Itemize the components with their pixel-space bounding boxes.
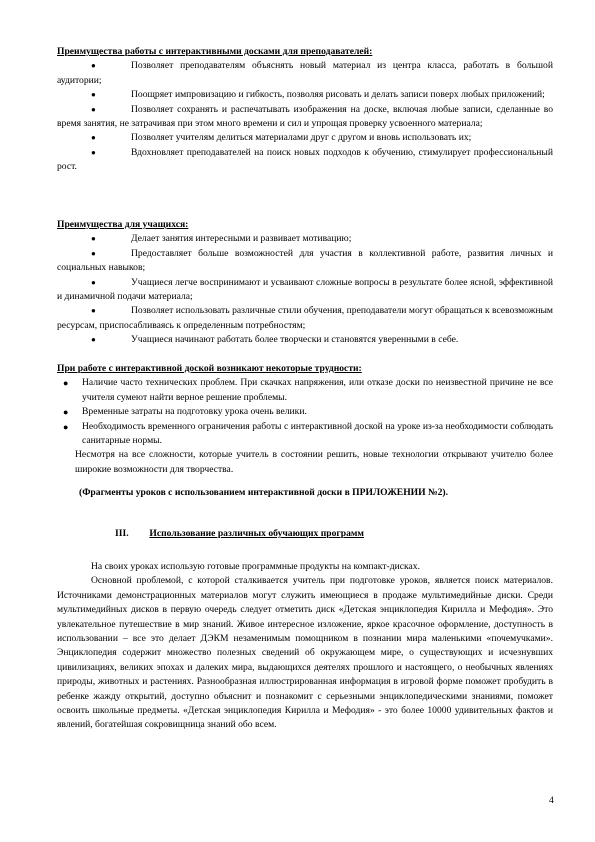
- bullet-icon: ●: [91, 133, 96, 143]
- section-heading: [115, 528, 364, 539]
- bullet-icon: ●: [63, 421, 69, 432]
- difficulties-heading: При работе с интерактивной доской возникают некоторые трудности:: [57, 363, 362, 374]
- bullet-icon: ●: [91, 234, 96, 244]
- body-text: [57, 560, 553, 733]
- list-item: ● Учащиеся легче воспринимают и усваивают сложные вопросы в результате более ясной, эффективной и динамичной подачи материала;: [57, 276, 553, 303]
- section-title: Использование различных обучающих программ: [149, 528, 364, 539]
- list-item: ● Наличие часто технических проблем. При скачках напряжения, или отказе доски по неизвестной причине не все учителя сумеют найти верное решение проблемы.: [63, 377, 553, 403]
- page-number: 4: [549, 795, 554, 806]
- list-item: ● Позволяет использовать различные стили обучения, преподаватели могут обращаться к всевозможным ресурсам, приспосабливаясь к определенным потребностям;: [57, 305, 553, 331]
- students-section: [57, 218, 553, 348]
- teachers-heading: Преимущества работы с интерактивными досками для преподавателей:: [57, 46, 373, 57]
- list-item: ● Поощряет импровизацию и гибкость, позволяя рисовать и делать записи поверх любых приложений;: [57, 88, 553, 102]
- list-item: ● Необходимость временного ограничения работы с интерактивной доской на уроке из-за необходимости соблюдать санитарные нормы.: [63, 420, 553, 447]
- section-number: III.: [115, 528, 129, 539]
- bullet-icon: ●: [91, 306, 96, 316]
- bullet-icon: ●: [91, 277, 96, 287]
- teachers-section: [57, 45, 553, 175]
- bullet-icon: ●: [91, 335, 96, 345]
- difficulties-conclusion: Несмотря на все сложности, которые учитель в состоянии решить, новые технологии открывают учителю более широкие возможности для творчества.: [75, 449, 553, 475]
- list-item: ● Позволяет учителям делиться материалами друг с другом и вновь использовать их;: [57, 131, 553, 145]
- list-item: ● Вдохновляет преподавателей на поиск новых подходов к обучению, стимулирует профессиональный рост.: [57, 146, 553, 173]
- difficulties-section: [57, 362, 553, 477]
- bullet-icon: ●: [91, 147, 96, 157]
- list-item: ● Учащиеся начинают работать более творчески и становятся уверенными в себе.: [57, 333, 553, 347]
- paragraph: Основной проблемой, с которой сталкивается учитель при подготовке уроков, является поиск материалов. Источниками демонстрационных материалов могут служить имеющиеся в продаже мультимедийные диски. Среди мультимедийных дисков в первую очередь следует отметить диск «Детская энциклопедия Кирилла и Мефодия». Это увлекательное путешествие в мир знаний. Живое интересное изложение, яркое красочное оформление, доступность в использовании – все это делает ДЭКМ незаменимым помощником в познании мира маленькими «почемучками». Энциклопедия содержит множество полезных сведений об окружающем мире, о существующих и исчезнувших цивилизациях, великих эпохах и далеких мира, выдающихся деятелях прошлого и настоящего, о необычных явлениях природы, животных и растениях. Разнообразная иллюстрированная информация в игровой форме поможет пробудить в ребенке жажду открытий, доступно объяснит и познакомит с серьезными энциклопедическими знаниями, поможет освоить школьные предметы. «Детская энциклопедия Кирилла и Мефодия» - это более 10000 удивительных фактов и явлений, богатейшая сокровищница знаний обо всем.: [57, 575, 553, 731]
- bullet-icon: ●: [63, 378, 69, 389]
- students-heading: Преимущества для учащихся:: [57, 219, 189, 230]
- paragraph: На своих уроках использую готовые программные продукты на компакт-дисках.: [91, 561, 420, 572]
- appendix-note: (Фрагменты уроков с использованием интерактивной доски в ПРИЛОЖЕНИИ №2).: [79, 487, 449, 498]
- list-item: ● Позволяет преподавателям объяснять новый материал из центра класса, работать в большой аудитории;: [57, 60, 553, 86]
- list-item: ● Позволяет сохранять и распечатывать изображения на доске, включая любые записи, сделанные во время занятия, не затрачивая при этом много времени и сил и упрощая проверку усвоенного материала;: [57, 103, 553, 130]
- list-item: ● Предоставляет больше возможностей для участия в коллективной работе, развития личных и социальных навыков;: [57, 247, 553, 274]
- list-item: ● Делает занятия интересными и развивает мотивацию;: [57, 232, 553, 246]
- bullet-icon: ●: [91, 248, 96, 258]
- bullet-icon: ●: [91, 90, 96, 100]
- bullet-icon: ●: [91, 104, 96, 114]
- bullet-icon: ●: [63, 407, 69, 418]
- bullet-icon: ●: [91, 61, 96, 71]
- list-item: ● Временные затраты на подготовку урока очень велики.: [57, 405, 553, 419]
